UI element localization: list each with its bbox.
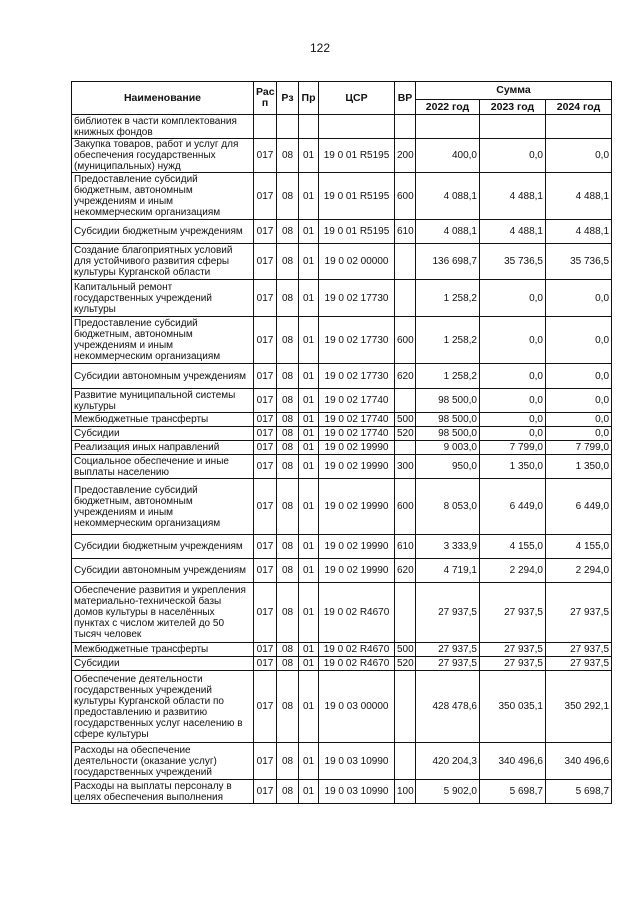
cell-name: Предоставление субсидий бюджетным, автономным учреждениям и иным некоммерческим организациям <box>72 479 254 535</box>
header-rasp-line2: п <box>261 97 269 109</box>
cell-2024: 1 350,0 <box>546 455 612 479</box>
cell-2022: 5 902,0 <box>416 780 480 804</box>
cell-pr: 01 <box>299 643 319 657</box>
cell-rasp: 017 <box>254 364 277 389</box>
cell-2022: 1 258,2 <box>416 364 480 389</box>
cell-name: Предоставление субсидий бюджетным, автономным учреждениям и иным некоммерческим организациям <box>72 317 254 364</box>
cell-2024: 350 292,1 <box>546 671 612 743</box>
cell-rz: 08 <box>277 657 299 671</box>
cell-csr: 19 0 02 19990 <box>319 441 395 455</box>
table-row <box>72 780 612 804</box>
cell-csr: 19 0 02 17730 <box>319 364 395 389</box>
cell-2023: 0,0 <box>480 413 546 427</box>
cell-2024: 4 488,1 <box>546 173 612 220</box>
cell-pr: 01 <box>299 657 319 671</box>
cell-rasp: 017 <box>254 479 277 535</box>
cell-2023: 0,0 <box>480 317 546 364</box>
cell-2024: 0,0 <box>546 427 612 441</box>
table-row <box>72 413 612 427</box>
cell-2023: 0,0 <box>480 427 546 441</box>
header-sum: Сумма <box>416 82 612 100</box>
cell-2023: 340 496,6 <box>480 743 546 780</box>
cell-2024: 27 937,5 <box>546 643 612 657</box>
table-row <box>72 455 612 479</box>
cell-rz: 08 <box>277 671 299 743</box>
cell-2022: 98 500,0 <box>416 389 480 413</box>
cell-csr: 19 0 02 R4670 <box>319 657 395 671</box>
table-row <box>72 280 612 317</box>
cell-2023: 27 937,5 <box>480 657 546 671</box>
cell-2024: 0,0 <box>546 280 612 317</box>
header-name: Наименование <box>72 82 254 115</box>
cell-2022: 98 500,0 <box>416 413 480 427</box>
table-row <box>72 317 612 364</box>
cell-rz: 08 <box>277 220 299 244</box>
cell-2023: 4 488,1 <box>480 220 546 244</box>
header-rasp-line1: Рас <box>256 86 275 98</box>
header-year-2022: 2022 год <box>416 100 480 115</box>
cell-2024: 7 799,0 <box>546 441 612 455</box>
cell-2022: 1 258,2 <box>416 280 480 317</box>
cell-pr: 01 <box>299 671 319 743</box>
cell-name: Обеспечение развития и укрепления материально-технической базы домов культуры в населённых пунктах с числом жителей до 50 тысяч человек <box>72 583 254 643</box>
cell-rz: 08 <box>277 173 299 220</box>
cell-2022: 9 003,0 <box>416 441 480 455</box>
table-row <box>72 427 612 441</box>
cell-vr: 620 <box>395 559 416 583</box>
header-pr: Пр <box>299 82 319 115</box>
cell-pr: 01 <box>299 173 319 220</box>
cell-rz: 08 <box>277 389 299 413</box>
header-year-2024: 2024 год <box>546 100 612 115</box>
cell-rasp: 017 <box>254 780 277 804</box>
cell-2024: 0,0 <box>546 139 612 173</box>
cell-2024: 5 698,7 <box>546 780 612 804</box>
cell-rasp: 017 <box>254 427 277 441</box>
cell-csr: 19 0 03 00000 <box>319 671 395 743</box>
cell-rasp: 017 <box>254 743 277 780</box>
table-row <box>72 743 612 780</box>
cell-rasp <box>254 115 277 139</box>
cell-name: Социальное обеспечение и иные выплаты населению <box>72 455 254 479</box>
cell-vr: 600 <box>395 173 416 220</box>
table-row <box>72 535 612 559</box>
table-row <box>72 657 612 671</box>
cell-2023: 0,0 <box>480 280 546 317</box>
cell-name: Субсидии бюджетным учреждениям <box>72 220 254 244</box>
cell-csr: 19 0 02 19990 <box>319 535 395 559</box>
cell-vr: 600 <box>395 479 416 535</box>
table-row <box>72 115 612 139</box>
cell-name: Реализация иных направлений <box>72 441 254 455</box>
cell-vr: 610 <box>395 535 416 559</box>
cell-2024: 0,0 <box>546 413 612 427</box>
cell-rz: 08 <box>277 559 299 583</box>
cell-vr <box>395 244 416 280</box>
cell-vr: 620 <box>395 364 416 389</box>
cell-name: Закупка товаров, работ и услуг для обеспечения государственных (муниципальных) нужд <box>72 139 254 173</box>
cell-csr: 19 0 02 R4670 <box>319 583 395 643</box>
cell-pr: 01 <box>299 317 319 364</box>
cell-csr: 19 0 01 R5195 <box>319 220 395 244</box>
cell-csr: 19 0 02 19990 <box>319 559 395 583</box>
cell-2023: 6 449,0 <box>480 479 546 535</box>
cell-vr <box>395 671 416 743</box>
cell-name: Субсидии <box>72 657 254 671</box>
cell-pr: 01 <box>299 535 319 559</box>
cell-csr: 19 0 02 17740 <box>319 413 395 427</box>
cell-csr: 19 0 01 R5195 <box>319 173 395 220</box>
cell-2022: 950,0 <box>416 455 480 479</box>
cell-rz: 08 <box>277 427 299 441</box>
cell-2024: 27 937,5 <box>546 583 612 643</box>
cell-csr <box>319 115 395 139</box>
cell-pr: 01 <box>299 244 319 280</box>
cell-name: библиотек в части комплектования книжных фондов <box>72 115 254 139</box>
cell-pr: 01 <box>299 479 319 535</box>
cell-name: Создание благоприятных условий для устойчивого развития сферы культуры Курганской области <box>72 244 254 280</box>
cell-2024: 0,0 <box>546 389 612 413</box>
cell-pr: 01 <box>299 559 319 583</box>
table-body <box>72 115 612 804</box>
table-row <box>72 389 612 413</box>
cell-2024: 4 488,1 <box>546 220 612 244</box>
cell-vr <box>395 583 416 643</box>
cell-vr: 500 <box>395 643 416 657</box>
cell-csr: 19 0 02 17730 <box>319 280 395 317</box>
cell-2023: 35 736,5 <box>480 244 546 280</box>
cell-rz: 08 <box>277 139 299 173</box>
cell-rasp: 017 <box>254 535 277 559</box>
budget-table <box>71 81 612 804</box>
cell-csr: 19 0 03 10990 <box>319 743 395 780</box>
cell-2024: 0,0 <box>546 317 612 364</box>
cell-csr: 19 0 02 00000 <box>319 244 395 280</box>
cell-rz: 08 <box>277 780 299 804</box>
cell-rz: 08 <box>277 479 299 535</box>
table-row <box>72 364 612 389</box>
header-rz: Рз <box>277 82 299 115</box>
table-row <box>72 139 612 173</box>
cell-pr: 01 <box>299 780 319 804</box>
cell-rasp: 017 <box>254 455 277 479</box>
cell-rasp: 017 <box>254 220 277 244</box>
cell-2023: 0,0 <box>480 364 546 389</box>
cell-2024: 4 155,0 <box>546 535 612 559</box>
cell-2022: 4 719,1 <box>416 559 480 583</box>
cell-2022: 420 204,3 <box>416 743 480 780</box>
cell-pr: 01 <box>299 280 319 317</box>
table-row <box>72 583 612 643</box>
cell-name: Субсидии <box>72 427 254 441</box>
cell-rasp: 017 <box>254 657 277 671</box>
cell-rasp: 017 <box>254 413 277 427</box>
cell-2022: 136 698,7 <box>416 244 480 280</box>
cell-2023 <box>480 115 546 139</box>
cell-2022: 1 258,2 <box>416 317 480 364</box>
cell-rz: 08 <box>277 364 299 389</box>
cell-name: Межбюджетные трансферты <box>72 413 254 427</box>
cell-2023: 1 350,0 <box>480 455 546 479</box>
cell-2024: 0,0 <box>546 364 612 389</box>
page-number: 122 <box>309 41 331 55</box>
cell-csr: 19 0 03 10990 <box>319 780 395 804</box>
cell-2024: 2 294,0 <box>546 559 612 583</box>
cell-rasp: 017 <box>254 643 277 657</box>
cell-vr <box>395 115 416 139</box>
cell-rz: 08 <box>277 643 299 657</box>
cell-vr: 600 <box>395 317 416 364</box>
cell-vr: 520 <box>395 657 416 671</box>
cell-2024 <box>546 115 612 139</box>
cell-csr: 19 0 01 R5195 <box>319 139 395 173</box>
cell-vr <box>395 441 416 455</box>
cell-2022: 27 937,5 <box>416 583 480 643</box>
cell-2024: 340 496,6 <box>546 743 612 780</box>
table-row <box>72 479 612 535</box>
cell-rz: 08 <box>277 455 299 479</box>
cell-pr: 01 <box>299 220 319 244</box>
cell-2022: 98 500,0 <box>416 427 480 441</box>
cell-rz: 08 <box>277 535 299 559</box>
cell-2024: 6 449,0 <box>546 479 612 535</box>
cell-2023: 27 937,5 <box>480 583 546 643</box>
cell-vr: 500 <box>395 413 416 427</box>
cell-rasp: 017 <box>254 441 277 455</box>
cell-vr <box>395 389 416 413</box>
cell-name: Межбюджетные трансферты <box>72 643 254 657</box>
cell-csr: 19 0 02 19990 <box>319 455 395 479</box>
cell-rasp: 017 <box>254 389 277 413</box>
cell-csr: 19 0 02 17740 <box>319 389 395 413</box>
cell-rasp: 017 <box>254 583 277 643</box>
cell-pr: 01 <box>299 583 319 643</box>
header-year-2023: 2023 год <box>480 100 546 115</box>
cell-2023: 7 799,0 <box>480 441 546 455</box>
cell-rasp: 017 <box>254 244 277 280</box>
header-csr: ЦСР <box>319 82 395 115</box>
cell-rz: 08 <box>277 413 299 427</box>
cell-2023: 27 937,5 <box>480 643 546 657</box>
cell-rz <box>277 115 299 139</box>
table-row <box>72 173 612 220</box>
cell-name: Субсидии бюджетным учреждениям <box>72 535 254 559</box>
cell-pr: 01 <box>299 139 319 173</box>
cell-2023: 4 488,1 <box>480 173 546 220</box>
table-row <box>72 643 612 657</box>
header-vr: ВР <box>395 82 416 115</box>
cell-rz: 08 <box>277 441 299 455</box>
cell-pr: 01 <box>299 743 319 780</box>
cell-rz: 08 <box>277 583 299 643</box>
cell-name: Расходы на выплаты персоналу в целях обеспечения выполнения <box>72 780 254 804</box>
cell-2023: 2 294,0 <box>480 559 546 583</box>
cell-csr: 19 0 02 19990 <box>319 479 395 535</box>
cell-vr: 610 <box>395 220 416 244</box>
cell-2023: 0,0 <box>480 389 546 413</box>
cell-pr: 01 <box>299 455 319 479</box>
cell-2022: 400,0 <box>416 139 480 173</box>
cell-rasp: 017 <box>254 139 277 173</box>
cell-name: Предоставление субсидий бюджетным, автономным учреждениям и иным некоммерческим организациям <box>72 173 254 220</box>
cell-pr <box>299 115 319 139</box>
cell-rz: 08 <box>277 244 299 280</box>
cell-rasp: 017 <box>254 317 277 364</box>
cell-vr: 200 <box>395 139 416 173</box>
cell-2022: 3 333,9 <box>416 535 480 559</box>
cell-vr <box>395 280 416 317</box>
cell-2022: 4 088,1 <box>416 220 480 244</box>
cell-pr: 01 <box>299 389 319 413</box>
cell-2022: 428 478,6 <box>416 671 480 743</box>
cell-2022: 4 088,1 <box>416 173 480 220</box>
cell-2022 <box>416 115 480 139</box>
cell-rz: 08 <box>277 743 299 780</box>
cell-rz: 08 <box>277 317 299 364</box>
cell-vr: 520 <box>395 427 416 441</box>
cell-vr: 300 <box>395 455 416 479</box>
cell-pr: 01 <box>299 441 319 455</box>
cell-2023: 5 698,7 <box>480 780 546 804</box>
cell-vr: 100 <box>395 780 416 804</box>
header-rasp <box>254 82 277 115</box>
cell-name: Обеспечение деятельности государственных учреждений культуры Курганской области по предоставлению и развитию государственных услуг населению в сфере культуры <box>72 671 254 743</box>
cell-csr: 19 0 02 R4670 <box>319 643 395 657</box>
table-row <box>72 220 612 244</box>
cell-rz: 08 <box>277 280 299 317</box>
cell-csr: 19 0 02 17740 <box>319 427 395 441</box>
cell-rasp: 017 <box>254 671 277 743</box>
cell-2023: 0,0 <box>480 139 546 173</box>
cell-pr: 01 <box>299 427 319 441</box>
cell-2023: 350 035,1 <box>480 671 546 743</box>
cell-2024: 27 937,5 <box>546 657 612 671</box>
cell-2023: 4 155,0 <box>480 535 546 559</box>
cell-rasp: 017 <box>254 559 277 583</box>
table-row <box>72 441 612 455</box>
cell-name: Капитальный ремонт государственных учреждений культуры <box>72 280 254 317</box>
table-row <box>72 244 612 280</box>
cell-name: Развитие муниципальной системы культуры <box>72 389 254 413</box>
cell-csr: 19 0 02 17730 <box>319 317 395 364</box>
cell-rasp: 017 <box>254 173 277 220</box>
cell-pr: 01 <box>299 413 319 427</box>
table-row <box>72 559 612 583</box>
cell-rasp: 017 <box>254 280 277 317</box>
cell-2022: 27 937,5 <box>416 657 480 671</box>
cell-name: Расходы на обеспечение деятельности (оказание услуг) государственных учреждений <box>72 743 254 780</box>
cell-2022: 27 937,5 <box>416 643 480 657</box>
cell-2024: 35 736,5 <box>546 244 612 280</box>
cell-pr: 01 <box>299 364 319 389</box>
cell-vr <box>395 743 416 780</box>
cell-2022: 8 053,0 <box>416 479 480 535</box>
table-row <box>72 671 612 743</box>
cell-name: Субсидии автономным учреждениям <box>72 364 254 389</box>
cell-name: Субсидии автономным учреждениям <box>72 559 254 583</box>
